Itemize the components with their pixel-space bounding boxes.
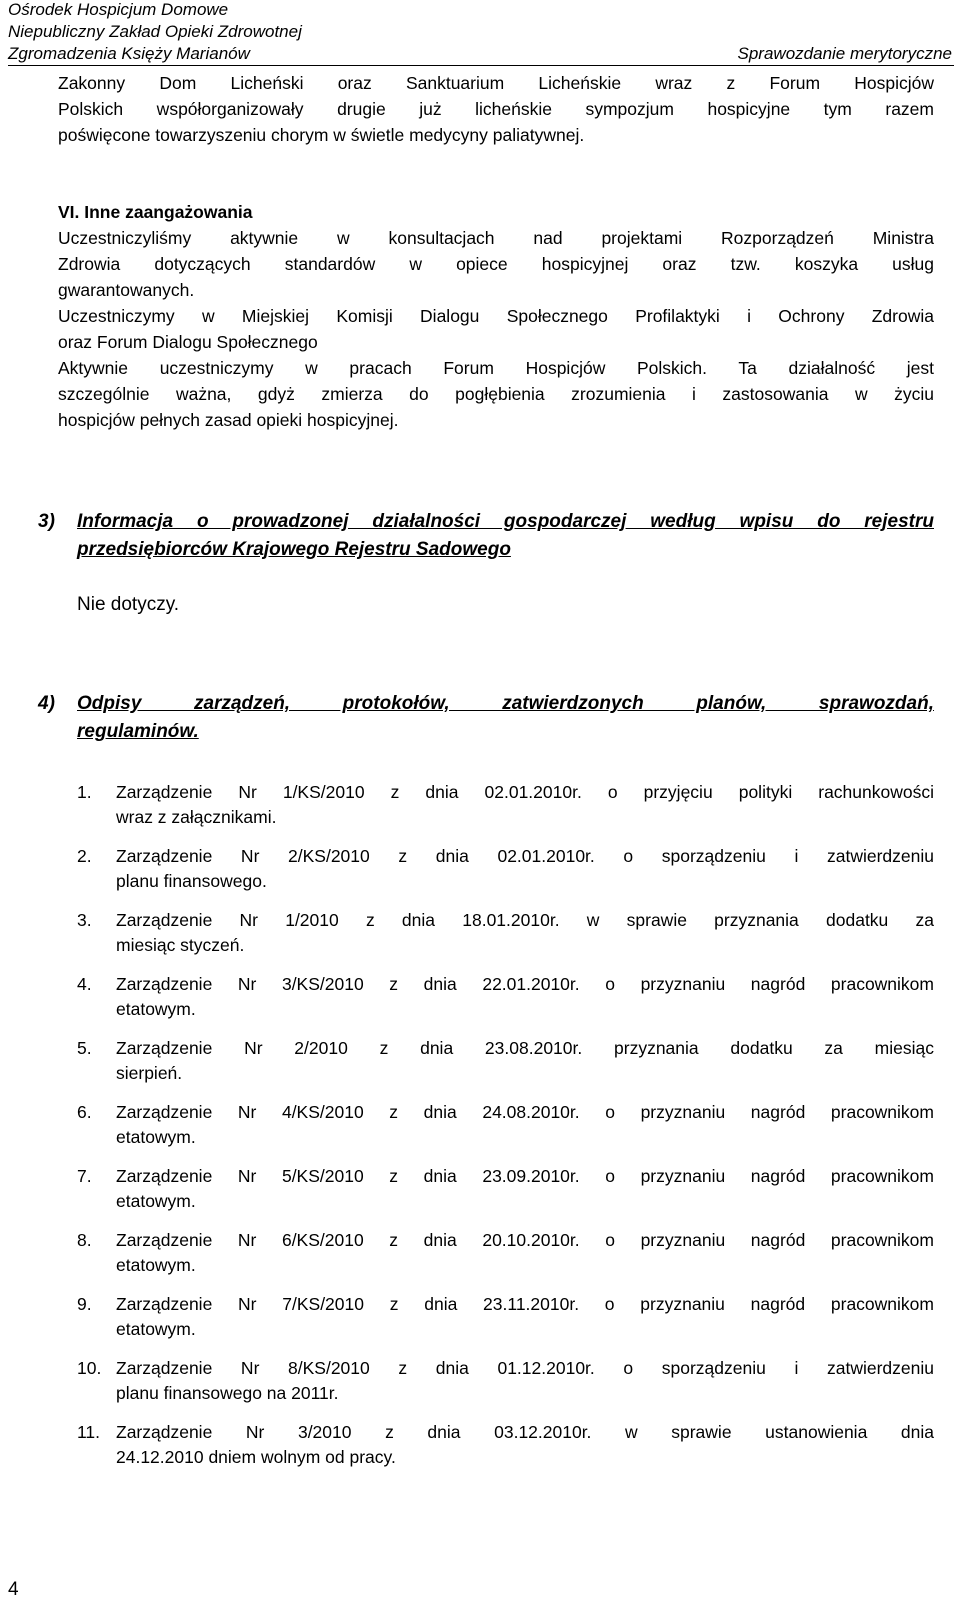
list-item bbox=[77, 1420, 934, 1470]
orders-list bbox=[77, 780, 934, 1484]
list-item bbox=[77, 1228, 934, 1278]
item-text: miesiąc styczeń. bbox=[116, 935, 245, 955]
item-text: etatowym. bbox=[116, 1255, 196, 1275]
list-item bbox=[77, 844, 934, 894]
item-number: 3. bbox=[77, 910, 92, 930]
intro-paragraph bbox=[58, 70, 934, 148]
heading-line: Informacja o prowadzonej działalności gospodarczej według wpisu do rejestru bbox=[77, 511, 934, 532]
list-item bbox=[77, 1164, 934, 1214]
heading-line: przedsiębiorców Krajowego Rejestru Sadowego bbox=[77, 539, 511, 560]
text-line: Zdrowia dotyczących standardów w opiece hospicyjnej oraz tzw. koszyka usług bbox=[58, 254, 934, 274]
text-line: Aktywnie uczestniczymy w pracach Forum Hospicjów Polskich. Ta działalność jest bbox=[58, 358, 934, 378]
item-number: 2. bbox=[77, 846, 92, 866]
section-vi-heading: VI. Inne zaangażowania bbox=[58, 202, 253, 222]
item-text: sierpień. bbox=[116, 1063, 183, 1083]
list-item bbox=[77, 1036, 934, 1086]
section-vi bbox=[58, 199, 934, 433]
item-text: Zarządzenie Nr 2/KS/2010 z dnia 02.01.2010r. o sporządzeniu i zatwierdzeniu bbox=[116, 846, 934, 866]
item-number: 4. bbox=[77, 974, 92, 994]
header-rule bbox=[8, 65, 954, 66]
item-text: Zarządzenie Nr 3/KS/2010 z dnia 22.01.2010r. o przyznaniu nagród pracownikom bbox=[116, 974, 934, 994]
item-text: Zarządzenie Nr 7/KS/2010 z dnia 23.11.2010r. o przyznaniu nagród pracownikom bbox=[116, 1294, 934, 1314]
header-congregation: Zgromadzenia Księży Marianów bbox=[8, 44, 250, 63]
page-number: 4 bbox=[8, 1579, 19, 1600]
heading-line: Odpisy zarządzeń, protokołów, zatwierdzonych planów, sprawozdań, bbox=[77, 693, 934, 714]
item-text: planu finansowego na 2011r. bbox=[116, 1383, 339, 1403]
section-3-heading bbox=[38, 508, 934, 564]
section-3-body: Nie dotyczy. bbox=[77, 594, 180, 615]
item-text: Zarządzenie Nr 1/2010 z dnia 18.01.2010r. w sprawie przyznania dodatku za bbox=[116, 910, 934, 930]
item-text: etatowym. bbox=[116, 999, 196, 1019]
item-text: etatowym. bbox=[116, 1319, 196, 1339]
item-text: Zarządzenie Nr 1/KS/2010 z dnia 02.01.2010r. o przyjęciu polityki rachunkowości bbox=[116, 782, 934, 802]
item-text: etatowym. bbox=[116, 1191, 196, 1211]
item-text: planu finansowego. bbox=[116, 871, 267, 891]
text-line: gwarantowanych. bbox=[58, 280, 195, 300]
text-line: Uczestniczyliśmy aktywnie w konsultacjach nad projektami Rozporządzeń Ministra bbox=[58, 228, 934, 248]
item-number: 7. bbox=[77, 1166, 92, 1186]
item-text: etatowym. bbox=[116, 1127, 196, 1147]
header-institution-type: Niepubliczny Zakład Opieki Zdrowotnej bbox=[8, 22, 302, 41]
section-number: 4) bbox=[38, 693, 55, 714]
item-number: 8. bbox=[77, 1230, 92, 1250]
list-item bbox=[77, 972, 934, 1022]
list-item bbox=[77, 1292, 934, 1342]
list-item bbox=[77, 908, 934, 958]
text-line: Zakonny Dom Licheński oraz Sanktuarium Licheńskie wraz z Forum Hospicjów bbox=[58, 73, 934, 93]
text-line: Polskich współorganizowały drugie już licheńskie sympozjum hospicyjne tym razem bbox=[58, 99, 934, 119]
text-line: hospicjów pełnych zasad opieki hospicyjnej. bbox=[58, 410, 399, 430]
item-text: wraz z załącznikami. bbox=[116, 807, 277, 827]
text-line: szczególnie ważna, gdyż zmierza do pogłębienia zrozumienia i zastosowania w życiu bbox=[58, 384, 934, 404]
heading-line: regulaminów. bbox=[77, 721, 199, 742]
item-text: Zarządzenie Nr 4/KS/2010 z dnia 24.08.2010r. o przyznaniu nagród pracownikom bbox=[116, 1102, 934, 1122]
text-line: poświęcone towarzyszeniu chorym w świetle medycyny paliatywnej. bbox=[58, 125, 585, 145]
list-item bbox=[77, 1356, 934, 1406]
section-number: 3) bbox=[38, 511, 55, 532]
item-text: 24.12.2010 dniem wolnym od pracy. bbox=[116, 1447, 396, 1467]
item-text: Zarządzenie Nr 5/KS/2010 z dnia 23.09.2010r. o przyznaniu nagród pracownikom bbox=[116, 1166, 934, 1186]
list-item bbox=[77, 1100, 934, 1150]
header-institution-name: Ośrodek Hospicjum Domowe bbox=[8, 0, 229, 19]
item-number: 1. bbox=[77, 782, 92, 802]
item-number: 5. bbox=[77, 1038, 92, 1058]
item-text: Zarządzenie Nr 6/KS/2010 z dnia 20.10.2010r. o przyznaniu nagród pracownikom bbox=[116, 1230, 934, 1250]
text-line: oraz Forum Dialogu Społecznego bbox=[58, 332, 318, 352]
list-item bbox=[77, 780, 934, 830]
item-text: Zarządzenie Nr 8/KS/2010 z dnia 01.12.2010r. o sporządzeniu i zatwierdzeniu bbox=[116, 1358, 934, 1378]
item-number: 11. bbox=[77, 1422, 101, 1442]
item-number: 10. bbox=[77, 1358, 102, 1378]
section-4-heading bbox=[38, 690, 934, 746]
text-line: Uczestniczymy w Miejskiej Komisji Dialogu Społecznego Profilaktyki i Ochrony Zdrowia bbox=[58, 306, 934, 326]
item-number: 9. bbox=[77, 1294, 92, 1314]
item-number: 6. bbox=[77, 1102, 92, 1122]
item-text: Zarządzenie Nr 3/2010 z dnia 03.12.2010r. w sprawie ustanowienia dnia bbox=[116, 1422, 934, 1442]
header-report-type: Sprawozdanie merytoryczne bbox=[737, 44, 952, 63]
item-text: Zarządzenie Nr 2/2010 z dnia 23.08.2010r. przyznania dodatku za miesiąc bbox=[116, 1038, 934, 1058]
